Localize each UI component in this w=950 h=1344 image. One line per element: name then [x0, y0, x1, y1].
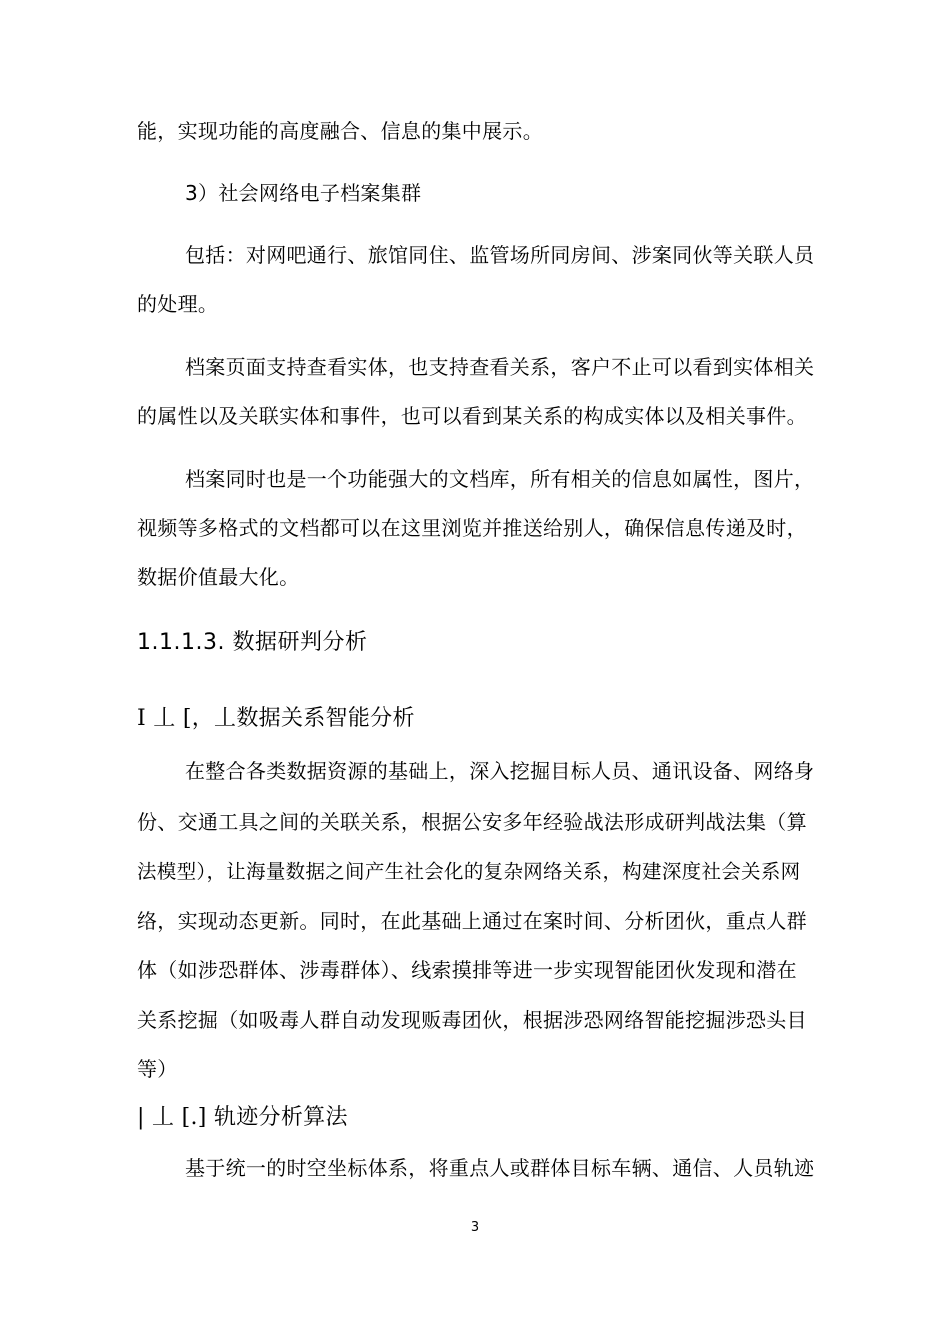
paragraph-line: 法模型），让海量数据之间产生社会化的复杂网络关系，构建深度社会关系网 — [137, 860, 801, 883]
paragraph-line: 能，实现功能的高度融合、信息的集中展示。 — [137, 119, 543, 143]
paragraph-line: 的处理。 — [137, 292, 219, 316]
paragraph-line: 络，实现动态更新。同时，在此基础上通过在案时间、分析团伙，重点人群 — [137, 909, 807, 933]
paragraph-line: 在整合各类数据资源的基础上，深入挖掘目标人员、通讯设备、网络身 — [185, 759, 815, 783]
paragraph-line: 包括：对网吧通行、旅馆同住、监管场所同房间、涉案同伙等关联人员 — [185, 243, 815, 267]
paragraph-line: 的属性以及关联实体和事件，也可以看到某关系的构成实体以及相关事件。 — [137, 404, 807, 428]
paragraph-line: 档案页面支持查看实体，也支持查看关系，客户不止可以看到实体相关 — [185, 355, 815, 379]
list-item-heading: 3）社会网络电子档案集群 — [185, 181, 422, 205]
paragraph-line: 体（如涉恐群体、涉毒群体）、线索摸排等进一步实现智能团伙发现和潜在 — [137, 958, 797, 982]
paragraph-line: 数据价值最大化。 — [137, 565, 300, 589]
paragraph-line: 档案同时也是一个功能强大的文档库，所有相关的信息如属性，图片， — [185, 467, 815, 491]
paragraph-line: 视频等多格式的文档都可以在这里浏览并推送给别人，确保信息传递及时， — [137, 516, 807, 540]
paragraph-line: 等） — [137, 1057, 178, 1081]
subsection-heading: I 丄 [，丄数据关系智能分析 — [137, 706, 415, 731]
paragraph-line: 基于统一的时空坐标体系，将重点人或群体目标车辆、通信、人员轨迹 — [185, 1156, 815, 1180]
paragraph-line: 关系挖掘（如吸毒人群自动发现贩毒团伙，根据涉恐网络智能挖掘涉恐头目 — [137, 1008, 807, 1032]
paragraph-line: 份、交通工具之间的关联关系，根据公安多年经验战法形成研判战法集（算 — [137, 810, 807, 834]
page-number: 3 — [470, 1220, 480, 1235]
subsection-heading: | 丄 [.] 轨迹分析算法 — [137, 1105, 348, 1130]
section-heading: 1.1.1.3. 数据研判分析 — [137, 630, 368, 655]
